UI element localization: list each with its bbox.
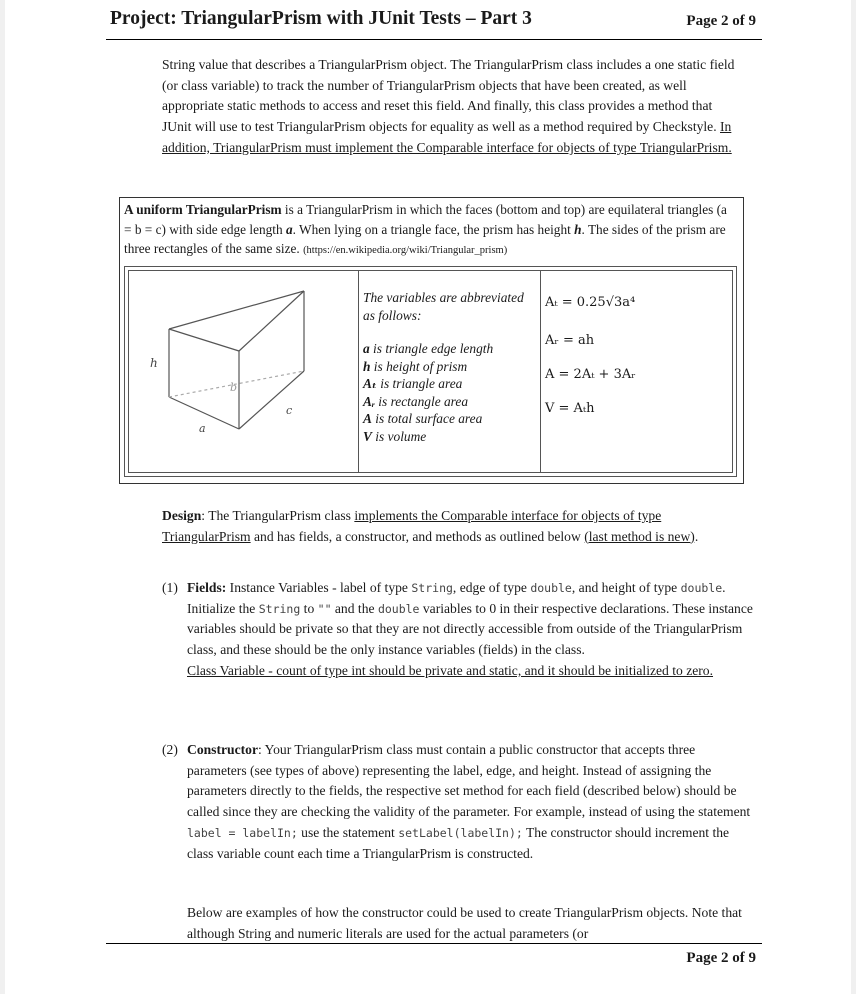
- prism-table: [128, 270, 733, 473]
- intro-text: String value that describes a TriangularPrism object. The TriangularPrism class includes a one static field (or class variable) to track the number of TriangularPrism objects that have been created, as well appropriate static methods to access and reset this field. And finally, this class provides a method that JUnit will use to test TriangularPrism objects for equality as well as a method required by Checkstyle.: [162, 57, 735, 135]
- uniform-prism-infobox: [119, 197, 744, 484]
- item-text: . Initialize the: [187, 580, 726, 616]
- prism-top-front-edge: [169, 329, 239, 351]
- label-h: h: [150, 356, 158, 370]
- variable-item: [363, 358, 538, 376]
- code-text: setLabel(labelIn);: [398, 825, 523, 840]
- item-text: , edge of type: [452, 580, 531, 595]
- variable-item: [363, 375, 538, 393]
- design-label: Design: [162, 508, 202, 523]
- item-text: to: [300, 600, 318, 616]
- label-c: c: [286, 404, 293, 417]
- item-text: variables to 0 in their respective declarations. These instance variables should be private so that they are not directly accessible from outside of the TriangularPrism class, and these should be the only instance variables (fields) in the class.: [187, 600, 753, 658]
- variable-item: [363, 393, 538, 411]
- item-text: Instance Variables - label of type: [226, 580, 412, 595]
- constructor-heading: Constructor: [187, 742, 258, 757]
- formula-rectangle-area: Aᵣ = ah: [545, 333, 595, 348]
- wikipedia-link[interactable]: (https://en.wikipedia.org/wiki/Triangular_prism): [303, 245, 508, 256]
- constructor-examples-paragraph: Below are examples of how the constructor could be used to create TriangularPrism objects. Note that although String and numeric literals are used for the actual parameters (or: [187, 905, 742, 941]
- variable-symbol: Aᵣ: [363, 393, 375, 409]
- variable-symbol: Aₜ: [363, 376, 377, 391]
- variable-item: [363, 428, 538, 446]
- code-text: double: [680, 581, 723, 595]
- item-text: use the statement: [297, 824, 399, 840]
- formula-surface-area: A = 2Aₜ + 3Aᵣ: [545, 367, 636, 382]
- footer-divider: [106, 943, 762, 944]
- intro-underlined-text: In addition, TriangularPrism must implement the Comparable interface for objects of type TriangularPrism.: [162, 119, 732, 155]
- prism-table-frame: [124, 266, 737, 477]
- design-underlined-2: (last method is new): [584, 528, 695, 544]
- formula-volume: V = Aₜh: [545, 401, 595, 416]
- item-text: The constructor should increment the class variable count each time a TriangularPrism is constructed.: [187, 824, 730, 861]
- footer-page-number: Page 2 of 9: [686, 950, 756, 966]
- variable-symbol: h: [363, 358, 371, 374]
- variable-symbol: V: [363, 428, 372, 444]
- variables-legend: [363, 289, 538, 445]
- variables-intro: The variables are abbreviated as follows:: [363, 290, 524, 323]
- infobox-description: [124, 200, 736, 261]
- infobox-var-h: h: [574, 221, 582, 237]
- design-paragraph: [162, 506, 742, 547]
- fields-description: [187, 578, 757, 682]
- header-divider: [106, 39, 762, 40]
- intro-paragraph: [162, 55, 742, 159]
- infobox-text-1: is a TriangularPrism in which the faces (bottom and top) are equilateral triangles (a = b = c) with side edge length: [124, 202, 727, 237]
- fields-heading: Fields:: [187, 580, 227, 595]
- infobox-var-a: a: [285, 221, 293, 237]
- variable-symbol: A: [363, 411, 372, 426]
- item-text: and the: [331, 600, 378, 616]
- design-text-2: and has fields, a constructor, and methods as outlined below: [250, 528, 585, 544]
- code-text: String: [411, 581, 453, 595]
- variable-symbol: a: [363, 341, 370, 356]
- class-variable-note: Class Variable - count of type int should be private and static, and it should be initialized to zero.: [187, 662, 714, 678]
- prism-bottom-c-edge: [239, 371, 304, 429]
- table-divider-1: [358, 271, 359, 472]
- constructor-description: [187, 740, 757, 864]
- variable-desc: is total surface area: [371, 411, 483, 426]
- design-text-1: : The TriangularPrism class: [201, 508, 355, 523]
- code-text: double: [530, 581, 572, 595]
- variable-desc: is triangle edge length: [369, 341, 494, 356]
- label-a: a: [199, 422, 206, 435]
- infobox-lead: A uniform TriangularPrism: [124, 202, 282, 217]
- variable-desc: is triangle area: [376, 376, 463, 391]
- item-number: (1): [162, 580, 178, 595]
- code-text: double: [377, 601, 420, 616]
- variable-desc: is rectangle area: [374, 393, 469, 409]
- variable-item: [363, 410, 538, 428]
- code-text: String: [258, 601, 301, 616]
- item-number: (2): [162, 742, 178, 757]
- header-page-number: Page 2 of 9: [686, 13, 756, 29]
- triangular-prism-diagram: [150, 279, 334, 464]
- code-text: "": [317, 601, 332, 616]
- item-text: : Your TriangularPrism class must contain a public constructor that accepts three parameters (see types of above) representing the label, edge, and height. Instead of assigning the parameters directly to the fields, the respective set method for each field (described below) should be called since they are checking the validity of the parameter. For example, instead of using the statement: [187, 742, 751, 820]
- item-text: , and height of type: [571, 580, 681, 595]
- page-shadow-left: [0, 0, 5, 994]
- design-text-3: .: [694, 528, 699, 544]
- design-underlined-1: implements the Comparable interface for objects of type TriangularPrism: [162, 508, 662, 544]
- infobox-text-2: . When lying on a triangle face, the prism has height: [292, 221, 575, 237]
- table-divider-2: [540, 271, 541, 472]
- page-shadow-right: [851, 0, 856, 994]
- variable-item: [363, 340, 538, 358]
- label-b: b: [230, 381, 238, 394]
- variable-desc: is volume: [371, 428, 427, 444]
- variable-desc: is height of prism: [370, 358, 468, 374]
- page-title: Project: TriangularPrism with JUnit Tests – Part 3: [110, 8, 532, 29]
- code-text: label = labelIn;: [187, 825, 298, 840]
- infobox-text-3: . The sides of the prism are three rectangles of the same size.: [124, 221, 726, 256]
- formula-triangle-area: Aₜ = 0.25√3a⁴: [545, 295, 636, 310]
